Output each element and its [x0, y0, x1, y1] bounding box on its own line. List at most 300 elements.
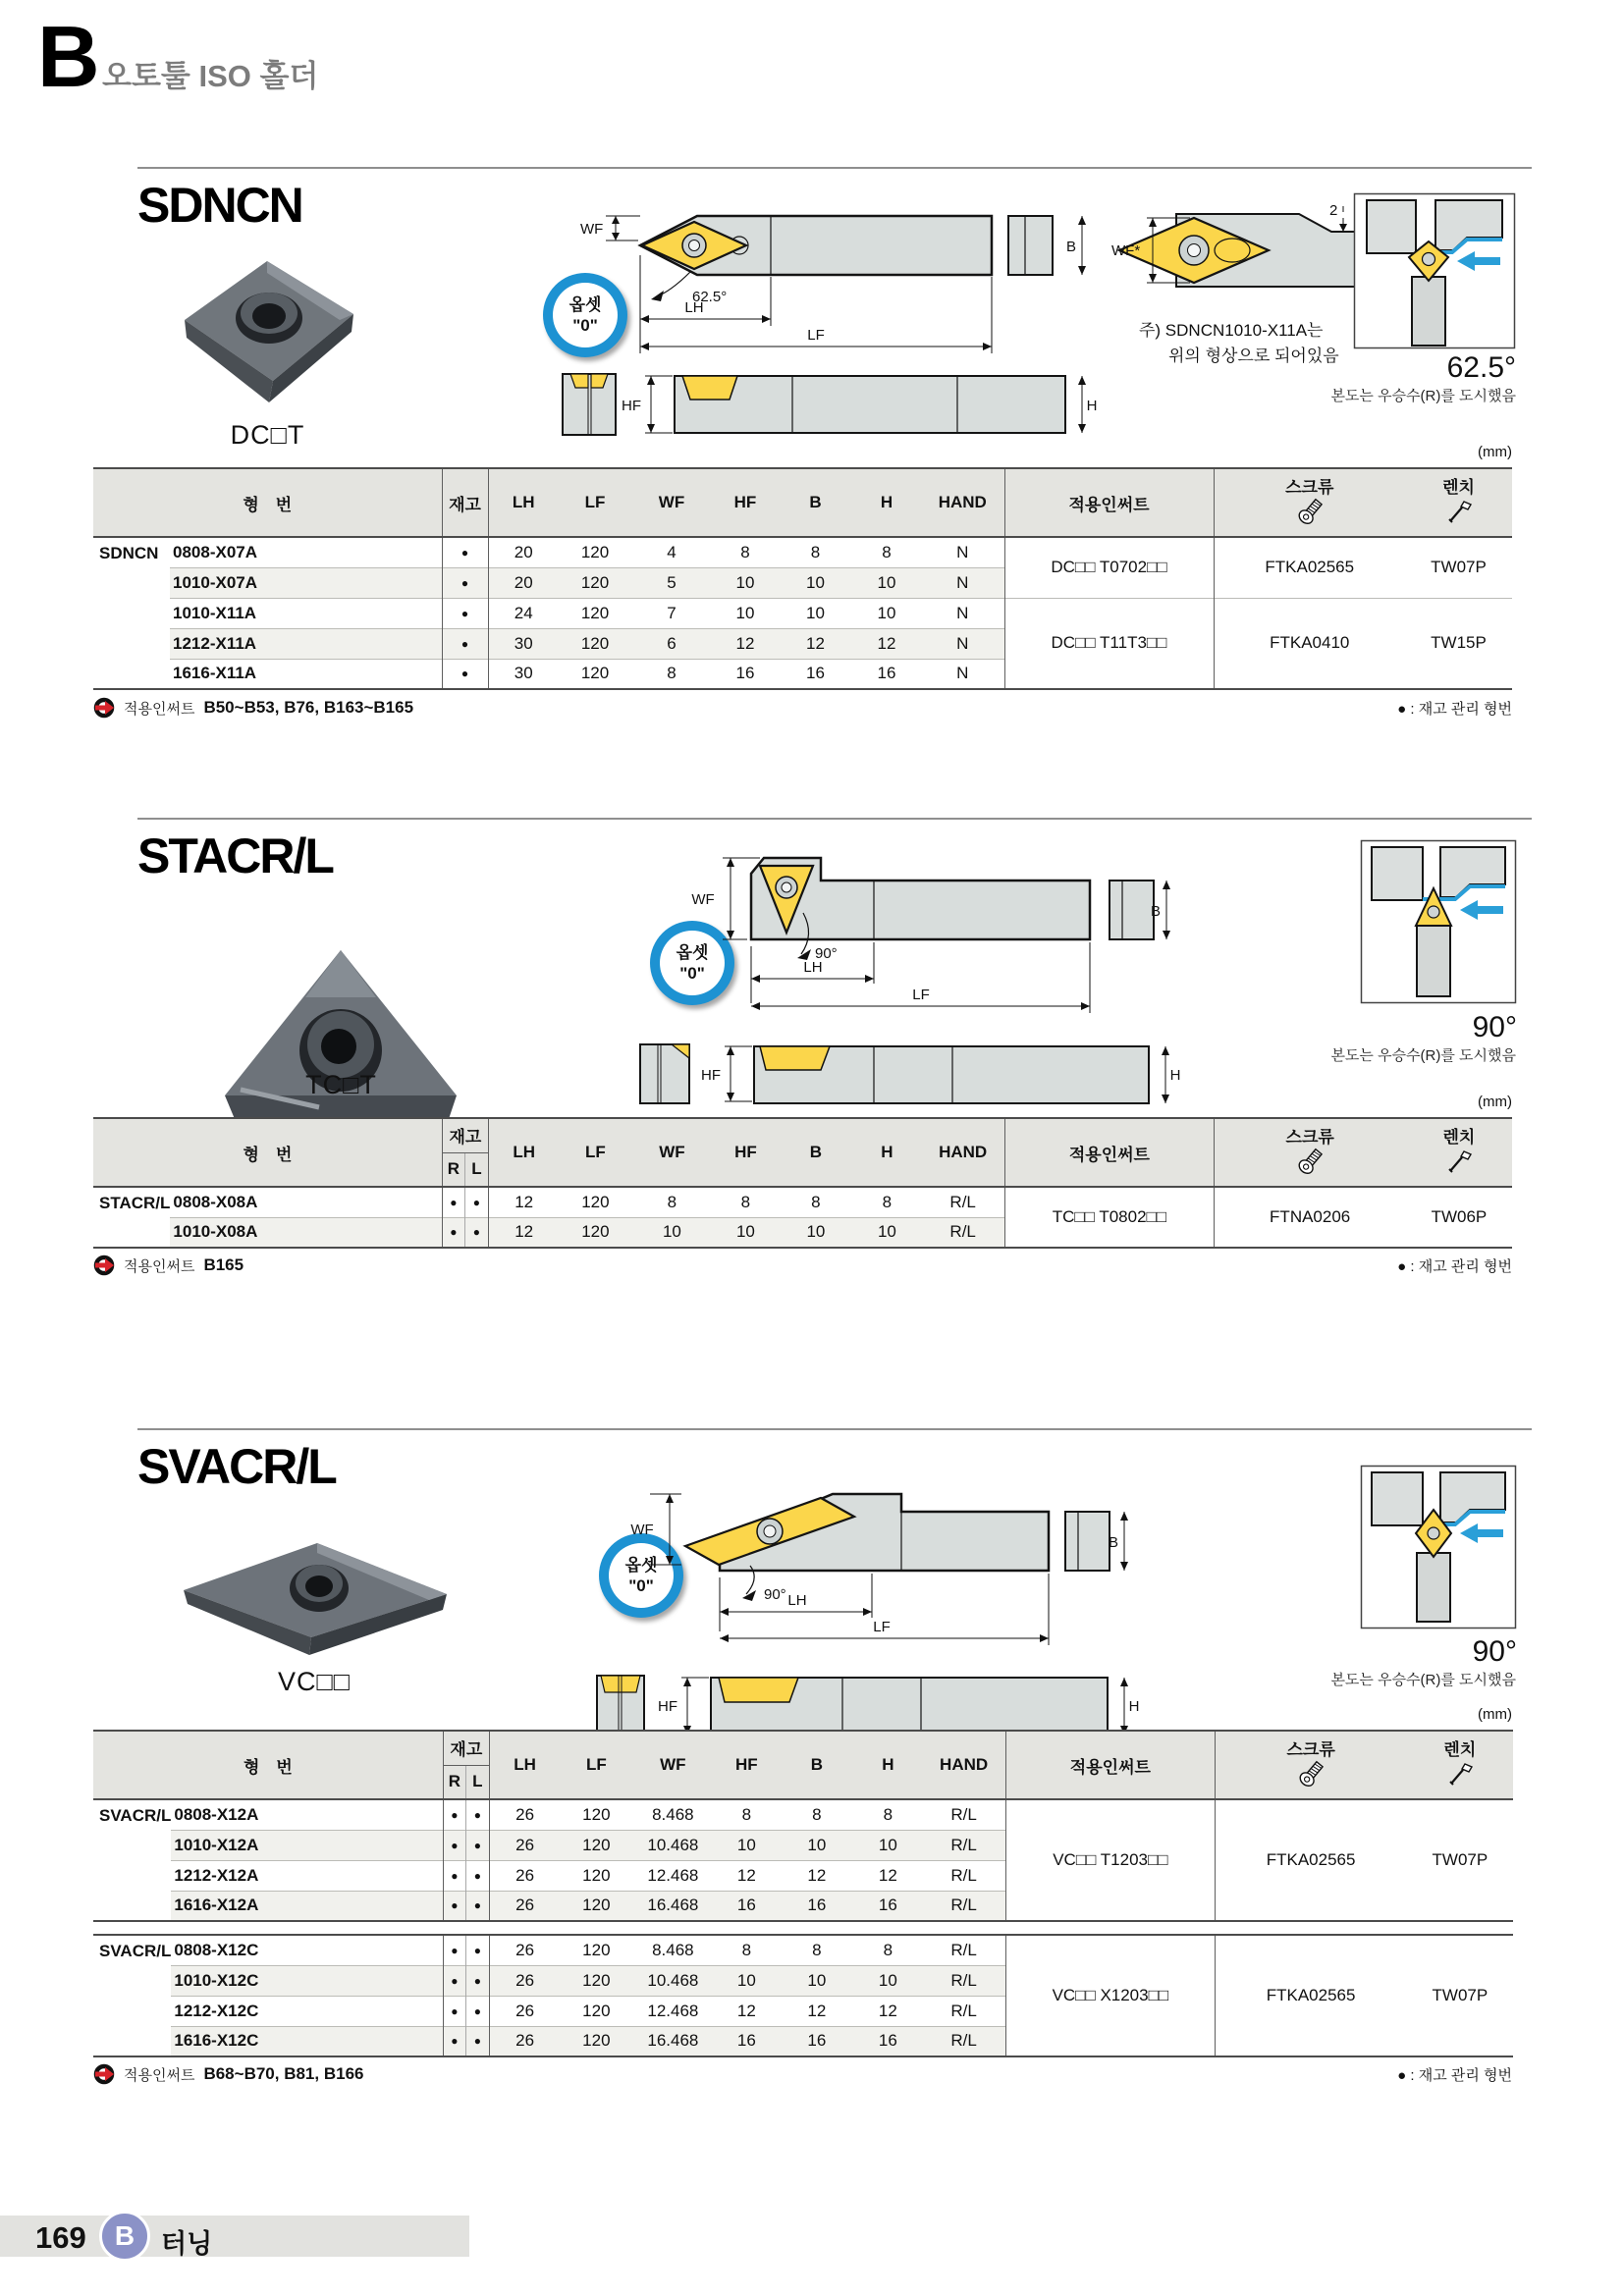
c-hand: N [921, 598, 1004, 628]
c-lf: 120 [581, 1192, 610, 1211]
c-lh: 12 [488, 1217, 559, 1248]
table-row [93, 537, 1512, 567]
table-row [93, 1187, 1512, 1217]
screw-header-label: 스크류 [1285, 478, 1334, 498]
c-b: 12 [780, 1996, 853, 2026]
c-stock-r: ● [443, 1799, 465, 1830]
insert-code-label: VC□□ [277, 1667, 352, 1696]
col-header-h: H [852, 1118, 921, 1187]
c-wrench: TW07P [1405, 537, 1512, 598]
c-lh: 26 [489, 1935, 560, 1965]
c-series: SDNCN [93, 537, 170, 689]
c-hf: 12 [713, 1860, 780, 1891]
footer-chapter-label: 터닝 [161, 2229, 213, 2259]
unit-label: (mm) [1478, 1706, 1512, 1723]
dim-wf-label: WF [580, 221, 604, 238]
applicable-insert-pages: B165 [203, 1255, 244, 1274]
c-b: 8 [812, 1940, 822, 1959]
applicable-insert-label: 적용인써트 [124, 1257, 195, 1275]
col-header-screw [1215, 1731, 1406, 1799]
col-header-stock: 재고 [443, 1731, 489, 1765]
c-wf: 8.468 [652, 1804, 694, 1824]
wrench-header-label: 렌치 [1442, 1128, 1476, 1148]
c-stock-r: ● [443, 1830, 465, 1860]
dim-h-label: H [1169, 1067, 1181, 1084]
section-divider [137, 167, 1532, 169]
c-lf: 120 [560, 1860, 632, 1891]
c-lf: 120 [560, 2026, 632, 2056]
c-b: 16 [779, 659, 852, 689]
c-hand: R/L [949, 1192, 976, 1211]
c-h: 8 [882, 1192, 893, 1211]
c-stock-l: ● [465, 1860, 489, 1891]
c-lf: 120 [560, 1830, 632, 1860]
c-b: 12 [780, 1860, 853, 1891]
col-header-lf: LF [559, 468, 631, 537]
c-hand: R/L [921, 1217, 1004, 1248]
applicable-insert-pages: B68~B70, B81, B166 [203, 2064, 364, 2083]
section-title-svacrl: SVACR/L [137, 1439, 336, 1494]
table-footnote-row [93, 2063, 1512, 2085]
c-hf: 8 [741, 1804, 752, 1824]
c-hand: R/L [922, 1996, 1005, 2026]
col-header-stock-r: R [443, 1765, 465, 1799]
c-insert: VC□□ T1203□□ [1005, 1799, 1215, 1921]
dim-angle-label: 90° [764, 1586, 786, 1603]
section-title-sdncn: SDNCN [137, 178, 302, 233]
c-lf: 120 [559, 659, 631, 689]
dim-b-label: B [1108, 1534, 1118, 1551]
col-header-stock-l: L [465, 1765, 489, 1799]
applicable-insert-icon [93, 1255, 115, 1276]
table-header-row [93, 1731, 1513, 1765]
c-hand: R/L [950, 1804, 977, 1824]
applicable-insert-icon [93, 2063, 115, 2085]
c-stock-l: ● [465, 2026, 489, 2056]
c-stock: ● [442, 659, 488, 689]
c-hf: 16 [713, 1891, 780, 1921]
stock-legend: ● : 재고 관리 형번 [1397, 2066, 1512, 2084]
c-hand: R/L [922, 1965, 1005, 1996]
topview-drawing-sdncn [1108, 202, 1368, 312]
c-hand: N [956, 542, 969, 561]
c-stock-r: ● [442, 1187, 464, 1217]
c-h: 8 [882, 542, 892, 561]
c-hand: R/L [922, 2026, 1005, 2056]
dim-lf-label: LF [912, 987, 930, 1003]
c-h: 10 [852, 1217, 921, 1248]
wrench-icon [1445, 1760, 1475, 1789]
c-lh: 26 [489, 1891, 560, 1921]
c-b: 10 [780, 1965, 853, 1996]
c-screw: FTKA0410 [1214, 598, 1405, 689]
c-insert: DC□□ T11T3□□ [1004, 598, 1214, 689]
c-h: 10 [852, 598, 921, 628]
c-hf: 10 [713, 1830, 780, 1860]
dim-lf-label: LF [873, 1619, 891, 1635]
c-wrench: TW06P [1405, 1187, 1512, 1248]
c-hand: R/L [922, 1830, 1005, 1860]
c-lf: 120 [560, 1965, 632, 1996]
col-header-stock: 재고 [442, 1118, 488, 1152]
c-model: 1010-X07A [170, 567, 442, 598]
c-wf: 10.468 [632, 1830, 713, 1860]
c-stock: ● [442, 628, 488, 659]
drawing-note-line1: 주) SDNCN1010-X11A는 [1139, 321, 1324, 340]
wrench-header-label: 렌치 [1442, 478, 1475, 498]
application-illustration-stacrl [1360, 839, 1517, 1004]
insert-photo-dcmt [167, 243, 368, 415]
c-h: 10 [852, 567, 921, 598]
c-screw: FTKA02565 [1214, 537, 1405, 598]
col-header-lh: LH [488, 1118, 559, 1187]
c-hf: 8 [740, 542, 750, 561]
c-stock-r: ● [443, 2026, 465, 2056]
c-lh: 20 [488, 537, 559, 567]
c-hf: 16 [712, 659, 779, 689]
c-wf: 8 [631, 659, 712, 689]
col-header-lf: LF [560, 1731, 632, 1799]
c-wf: 12.468 [632, 1860, 713, 1891]
col-header-wrench [1406, 1731, 1513, 1799]
c-lf: 120 [560, 1996, 632, 2026]
c-stock-r: ● [443, 1891, 465, 1921]
dim-lh-label: LH [787, 1592, 807, 1609]
c-wf: 8.468 [652, 1940, 694, 1959]
table-header-row [93, 1118, 1512, 1152]
c-h: 8 [883, 1940, 893, 1959]
c-stock: ● [442, 567, 488, 598]
col-header-insert: 적용인써트 [1004, 1118, 1214, 1187]
c-model: 0808-X07A [173, 542, 258, 561]
dim-lf-label: LF [807, 327, 825, 344]
c-wf: 8 [667, 1192, 677, 1211]
c-hand: N [921, 567, 1004, 598]
c-hand: N [921, 628, 1004, 659]
wrench-header-label: 렌치 [1443, 1740, 1477, 1760]
c-hf: 10 [712, 567, 779, 598]
dim-b-label: B [1150, 903, 1161, 920]
table-block-gap [93, 1921, 1513, 1935]
c-lh: 26 [489, 2026, 560, 2056]
c-lf: 120 [580, 542, 610, 561]
c-lh: 26 [489, 1965, 560, 1996]
col-header-stock-l: L [464, 1152, 488, 1187]
drawing-note-line2: 위의 형상으로 되어있음 [1168, 347, 1339, 365]
col-header-stock: 재고 [442, 468, 488, 537]
insert-code-label: TC□T [305, 1070, 377, 1099]
dim-wfstar-label: WF* [1111, 242, 1141, 259]
c-hand: N [921, 659, 1004, 689]
dim-angle-label: 90° [815, 945, 838, 962]
col-header-insert: 적용인써트 [1004, 468, 1214, 537]
c-stock-l: ● [464, 1187, 488, 1217]
dim-h-label: H [1128, 1698, 1140, 1715]
stock-legend: ● : 재고 관리 형번 [1397, 1257, 1512, 1275]
sdncn-spec-table [93, 467, 1512, 690]
c-lf: 120 [559, 628, 631, 659]
section-title-stacrl: STACR/L [137, 828, 333, 883]
c-hf: 10 [712, 598, 779, 628]
c-model: 0808-X12A [174, 1804, 259, 1824]
c-hand: R/L [922, 1891, 1005, 1921]
c-screw: FTKA02565 [1215, 1935, 1406, 2056]
c-lf: 120 [582, 1940, 611, 1959]
wrench-icon [1444, 498, 1474, 527]
c-wf: 6 [631, 628, 712, 659]
c-series: SVACR/L [93, 1935, 171, 2056]
dim-lh-label: LH [684, 299, 704, 316]
c-stock-r: ● [443, 1965, 465, 1996]
chapter-badge: B [99, 2211, 150, 2262]
c-model: 1010-X12A [171, 1830, 443, 1860]
c-insert: VC□□ X1203□□ [1005, 1935, 1215, 2056]
table-footnote-row [93, 1255, 1512, 1276]
table-row [93, 598, 1512, 628]
c-lh: 26 [489, 1860, 560, 1891]
c-stock-r: ● [443, 1996, 465, 2026]
offset-badge-text1: 옵셋 [676, 942, 709, 962]
dim-angle-label: 62.5° [692, 289, 728, 305]
c-lh: 30 [488, 628, 559, 659]
c-series: STACR/L [93, 1187, 170, 1248]
col-header-hand: HAND [921, 1118, 1004, 1187]
table-header-row [93, 468, 1512, 537]
insert-photo-vcgt [172, 1529, 457, 1662]
c-series: SVACR/L [93, 1799, 171, 1921]
c-wrench: TW15P [1405, 598, 1512, 689]
applicable-insert-label: 적용인써트 [124, 700, 195, 718]
dim-hf-label: HF [658, 1698, 677, 1715]
application-illustration-svacrl [1360, 1465, 1517, 1629]
c-lh: 26 [489, 1799, 560, 1830]
c-stock-l: ● [465, 1799, 489, 1830]
c-hand: R/L [922, 1860, 1005, 1891]
screw-icon [1296, 1760, 1326, 1789]
c-lh: 20 [488, 567, 559, 598]
c-stock: ● [442, 537, 488, 567]
page-title: 오토툴 ISO 홀더 [102, 59, 319, 93]
table-footnote-row [93, 697, 1512, 719]
hand-note: 본도는 우승수(R)를 도시했음 [1330, 388, 1516, 404]
c-stock-l: ● [465, 1965, 489, 1996]
c-lf: 120 [559, 598, 631, 628]
stock-legend: ● : 재고 관리 형번 [1397, 700, 1512, 718]
col-header-insert: 적용인써트 [1005, 1731, 1215, 1799]
col-header-hand: HAND [922, 1731, 1005, 1799]
table-row [93, 1935, 1513, 1965]
c-h: 12 [853, 1860, 922, 1891]
c-b: 10 [779, 598, 852, 628]
col-header-b: B [780, 1731, 853, 1799]
c-wrench: TW07P [1406, 1799, 1513, 1921]
unit-label: (mm) [1478, 1094, 1512, 1110]
c-b: 10 [780, 1830, 853, 1860]
c-model: 0808-X08A [173, 1192, 258, 1211]
c-h: 16 [852, 659, 921, 689]
c-wf: 10.468 [632, 1965, 713, 1996]
c-wrench: TW07P [1406, 1935, 1513, 2056]
c-h: 12 [853, 1996, 922, 2026]
c-hf: 8 [740, 1192, 751, 1211]
c-stock-l: ● [465, 1891, 489, 1921]
col-header-screw [1214, 468, 1405, 537]
c-hf: 12 [712, 628, 779, 659]
c-lh: 24 [488, 598, 559, 628]
col-header-wf: WF [631, 1118, 712, 1187]
screw-header-label: 스크류 [1286, 1740, 1335, 1760]
c-model: 1010-X12C [171, 1965, 443, 1996]
c-lf: 120 [582, 1804, 611, 1824]
c-model: 1212-X11A [170, 628, 442, 659]
dim-lh-label: LH [803, 959, 823, 976]
c-stock-l: ● [465, 1830, 489, 1860]
c-insert: DC□□ T0702□□ [1004, 537, 1214, 598]
c-lf: 120 [560, 1891, 632, 1921]
c-h: 8 [883, 1804, 893, 1824]
c-stock-l: ● [465, 1935, 489, 1965]
c-hand: R/L [950, 1940, 977, 1959]
section-divider [137, 818, 1532, 820]
c-wf: 16.468 [632, 2026, 713, 2056]
c-wf: 7 [631, 598, 712, 628]
c-h: 16 [853, 2026, 922, 2056]
col-header-hand: HAND [921, 468, 1004, 537]
c-b: 8 [810, 542, 821, 561]
page-number: 169 [35, 2220, 86, 2255]
col-header-screw [1214, 1118, 1405, 1187]
approach-angle-label: 90° [1472, 1011, 1517, 1043]
c-model: 1010-X08A [170, 1217, 442, 1248]
col-header-model: 형 번 [93, 1118, 442, 1187]
c-wf: 16.468 [632, 1891, 713, 1921]
offset-badge-text1: 옵셋 [624, 1555, 658, 1575]
dim-h-label: H [1086, 398, 1098, 414]
application-illustration-sdncn [1353, 192, 1516, 349]
col-header-wf: WF [631, 468, 712, 537]
c-wf: 5 [631, 567, 712, 598]
c-hf: 8 [741, 1940, 752, 1959]
c-stock-r: ● [442, 1217, 464, 1248]
c-model: 1212-X12C [171, 1996, 443, 2026]
screw-header-label: 스크류 [1285, 1128, 1334, 1148]
col-header-hf: HF [712, 1118, 779, 1187]
c-model: 1010-X11A [170, 598, 442, 628]
dimension-drawing-stacrl [628, 836, 1183, 1136]
c-b: 10 [779, 567, 852, 598]
section-divider [137, 1428, 1532, 1430]
c-b: 10 [779, 1217, 852, 1248]
dim-hf-label: HF [701, 1067, 721, 1084]
c-wf: 4 [667, 542, 677, 561]
c-screw: FTKA02565 [1215, 1799, 1406, 1921]
col-header-hf: HF [713, 1731, 780, 1799]
c-wf: 10 [631, 1217, 712, 1248]
c-lh: 26 [489, 1830, 560, 1860]
c-model: 1616-X12A [171, 1891, 443, 1921]
col-header-lh: LH [488, 468, 559, 537]
c-insert: TC□□ T0802□□ [1004, 1187, 1214, 1248]
col-header-lh: LH [489, 1731, 560, 1799]
c-hf: 10 [713, 1965, 780, 1996]
wrench-icon [1444, 1148, 1474, 1177]
c-stock-l: ● [464, 1217, 488, 1248]
dim-b-label: B [1065, 239, 1076, 255]
dim-step-label: 2 [1329, 202, 1338, 219]
col-header-hf: HF [712, 468, 779, 537]
col-header-model: 형 번 [93, 468, 442, 537]
screw-icon [1295, 1148, 1325, 1177]
table-row [93, 1799, 1513, 1830]
c-b: 16 [780, 1891, 853, 1921]
col-header-wrench [1405, 468, 1512, 537]
offset-badge-text2: "0" [679, 964, 705, 983]
offset-badge-text2: "0" [628, 1576, 654, 1595]
c-stock-r: ● [443, 1935, 465, 1965]
offset-badge-text1: 옵셋 [568, 294, 602, 314]
svacrl-spec-table [93, 1730, 1513, 2057]
col-header-h: H [852, 468, 921, 537]
c-hf: 12 [713, 1996, 780, 2026]
col-header-lf: LF [559, 1118, 631, 1187]
col-header-b: B [779, 1118, 852, 1187]
offset-badge-text2: "0" [572, 316, 598, 335]
c-stock: ● [442, 598, 488, 628]
c-model: 1212-X12A [171, 1860, 443, 1891]
c-hf: 16 [713, 2026, 780, 2056]
insert-code-label: DC□T [230, 420, 305, 450]
c-wf: 12.468 [632, 1996, 713, 2026]
c-screw: FTNA0206 [1214, 1187, 1405, 1248]
unit-label: (mm) [1478, 444, 1512, 460]
c-b: 12 [779, 628, 852, 659]
col-header-h: H [853, 1731, 922, 1799]
c-b: 16 [780, 2026, 853, 2056]
stacrl-spec-table [93, 1117, 1512, 1249]
screw-icon [1295, 498, 1325, 527]
approach-angle-label: 62.5° [1446, 351, 1516, 384]
applicable-insert-pages: B50~B53, B76, B163~B165 [203, 698, 414, 717]
c-lf: 120 [559, 1217, 631, 1248]
hand-note: 본도는 우승수(R)를 도시했음 [1330, 1672, 1516, 1688]
col-header-wrench [1405, 1118, 1512, 1187]
c-lh: 26 [489, 1996, 560, 2026]
c-b: 8 [811, 1192, 821, 1211]
insert-photo-tcmt [211, 940, 471, 1137]
c-h: 16 [853, 1891, 922, 1921]
c-model: 1616-X11A [170, 659, 442, 689]
c-stock-r: ● [443, 1860, 465, 1891]
col-header-stock-r: R [442, 1152, 464, 1187]
c-model: 1616-X12C [171, 2026, 443, 2056]
col-header-wf: WF [632, 1731, 713, 1799]
c-h: 10 [853, 1830, 922, 1860]
applicable-insert-label: 적용인써트 [124, 2066, 195, 2084]
dim-hf-label: HF [622, 398, 641, 414]
c-h: 12 [852, 628, 921, 659]
chapter-letter: B [37, 8, 100, 105]
hand-note: 본도는 우승수(R)를 도시했음 [1330, 1047, 1516, 1064]
applicable-insert-icon [93, 697, 115, 719]
col-header-model: 형 번 [93, 1731, 443, 1799]
c-hf: 10 [712, 1217, 779, 1248]
c-lh: 12 [488, 1187, 559, 1217]
dim-wf-label: WF [691, 891, 715, 908]
dimension-drawing-sdncn [545, 182, 1100, 449]
c-model: 0808-X12C [174, 1940, 259, 1959]
col-header-b: B [779, 468, 852, 537]
c-h: 10 [853, 1965, 922, 1996]
